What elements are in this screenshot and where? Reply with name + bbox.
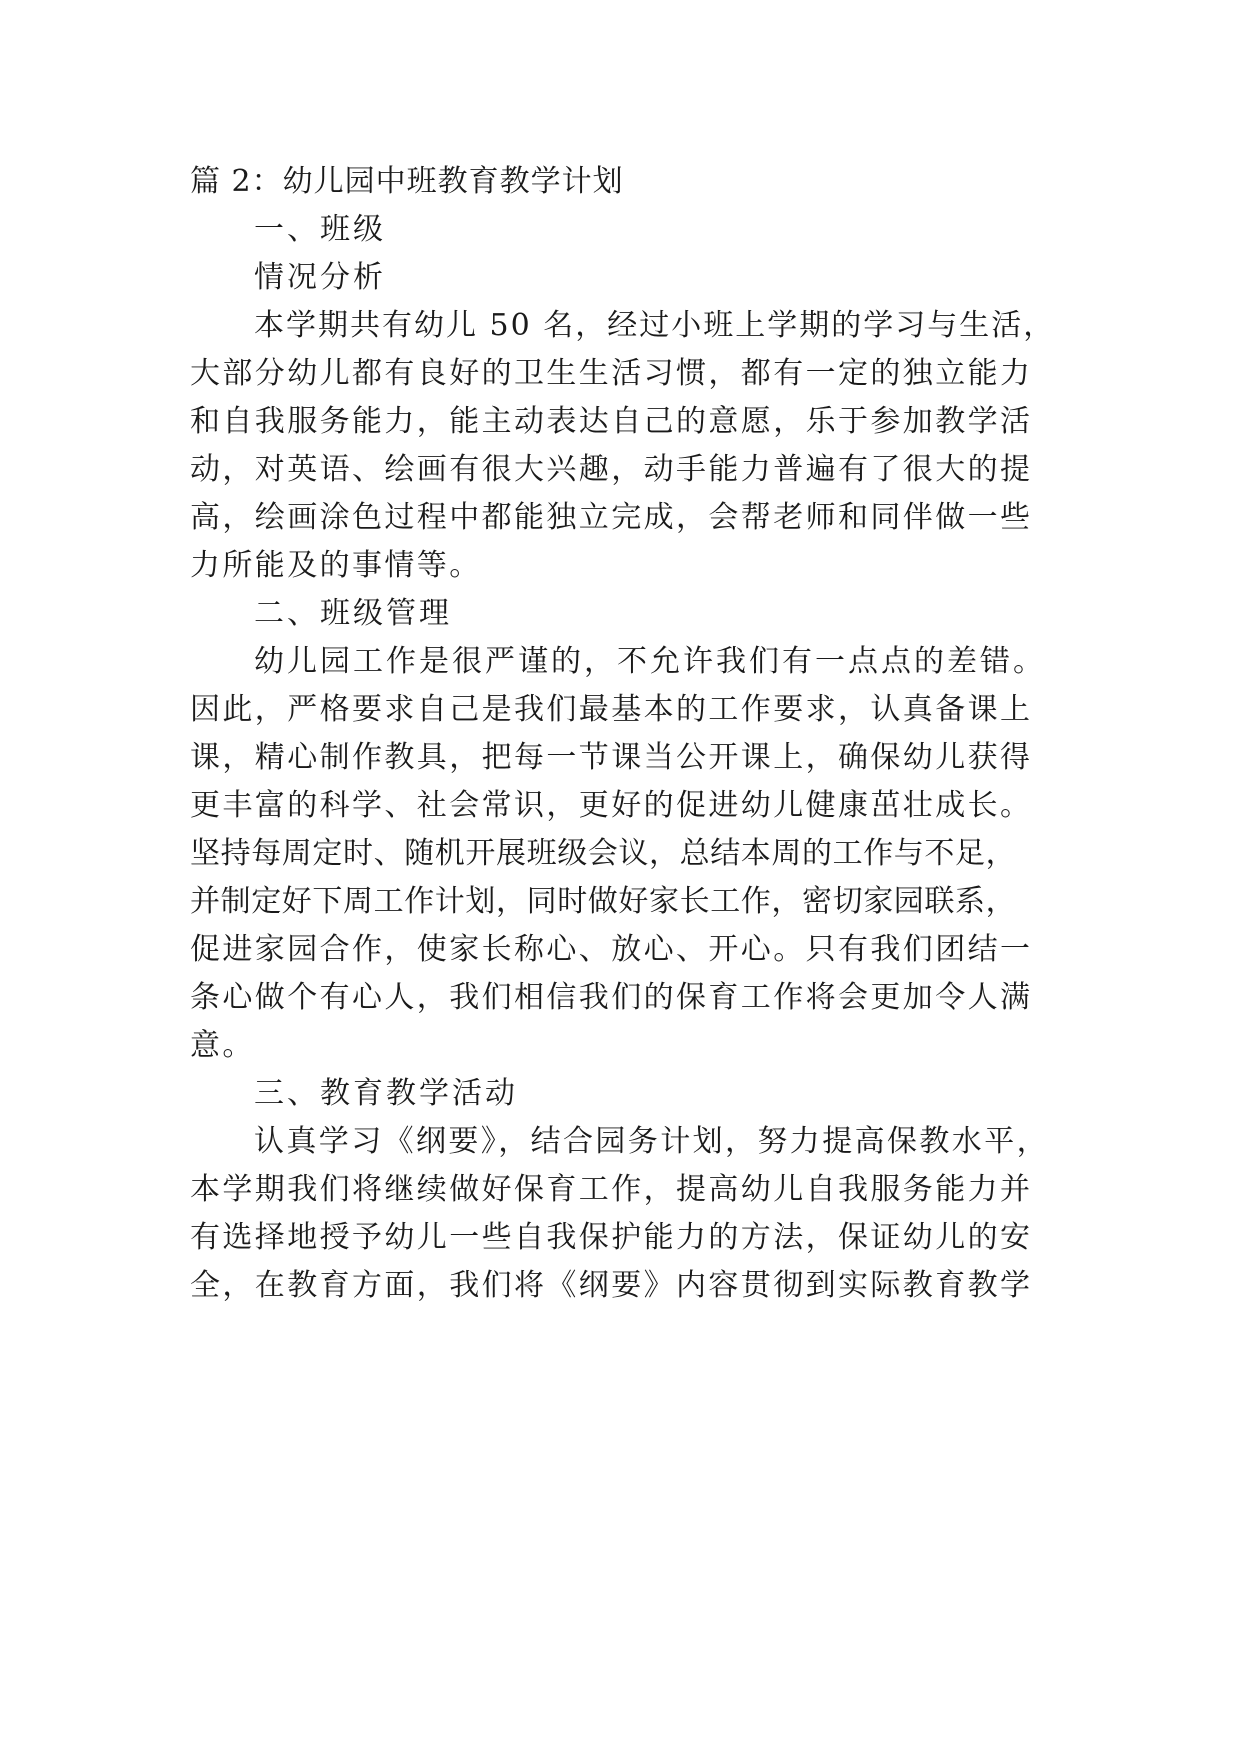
paragraph-3-line: 有选择地授予幼儿一些自我保护能力的方法，保证幼儿的安 — [190, 1220, 1033, 1255]
paragraph-2-line: 并制定好下周工作计划，同时做好家长工作，密切家园联系， — [190, 884, 1017, 919]
paragraph-1-line: 高，绘画涂色过程中都能独立完成，会帮老师和同伴做一些 — [190, 500, 1033, 535]
paragraph-2-line: 意。 — [190, 1028, 255, 1063]
paragraph-2-line: 坚持每周定时、随机开展班级会议，总结本周的工作与不足， — [190, 836, 1017, 871]
paragraph-3-line: 本学期我们将继续做好保育工作，提高幼儿自我服务能力并 — [190, 1172, 1033, 1207]
paragraph-1-line: 本学期共有幼儿 50 名，经过小班上学期的学习与生活， — [254, 308, 1056, 343]
paragraph-2-line: 因此，严格要求自己是我们最基本的工作要求，认真备课上 — [190, 692, 1033, 727]
paragraph-1-line: 大部分幼儿都有良好的卫生生活习惯，都有一定的独立能力 — [190, 356, 1033, 391]
paragraph-1-line: 力所能及的事情等。 — [190, 548, 482, 583]
section1-subheading: 情况分析 — [254, 260, 386, 295]
paragraph-2-line: 课，精心制作教具，把每一节课当公开课上，确保幼儿获得 — [190, 740, 1033, 775]
paragraph-1-line: 和自我服务能力，能主动表达自己的意愿，乐于参加教学活 — [190, 404, 1033, 439]
paragraph-1-line: 动，对英语、绘画有很大兴趣，动手能力普遍有了很大的提 — [190, 452, 1033, 487]
paragraph-3-line: 全，在教育方面，我们将《纲要》内容贯彻到实际教育教学 — [190, 1268, 1033, 1303]
paragraph-2-line: 更丰富的科学、社会常识，更好的促进幼儿健康茁壮成长。 — [190, 788, 1033, 823]
paragraph-2-line: 促进家园合作，使家长称心、放心、开心。只有我们团结一 — [190, 932, 1033, 967]
section1-heading: 一、班级 — [254, 212, 386, 247]
paragraph-2-line: 条心做个有心人，我们相信我们的保育工作将会更加令人满 — [190, 980, 1033, 1015]
section2-heading: 二、班级管理 — [254, 596, 452, 631]
paragraph-3-line: 认真学习《纲要》，结合园务计划，努力提高保教水平， — [254, 1124, 1049, 1159]
section3-heading: 三、教育教学活动 — [254, 1076, 518, 1111]
document-title: 篇 2：幼儿园中班教育教学计划 — [190, 164, 624, 199]
paragraph-2-line: 幼儿园工作是很严谨的，不允许我们有一点点的差错。 — [254, 644, 1046, 679]
